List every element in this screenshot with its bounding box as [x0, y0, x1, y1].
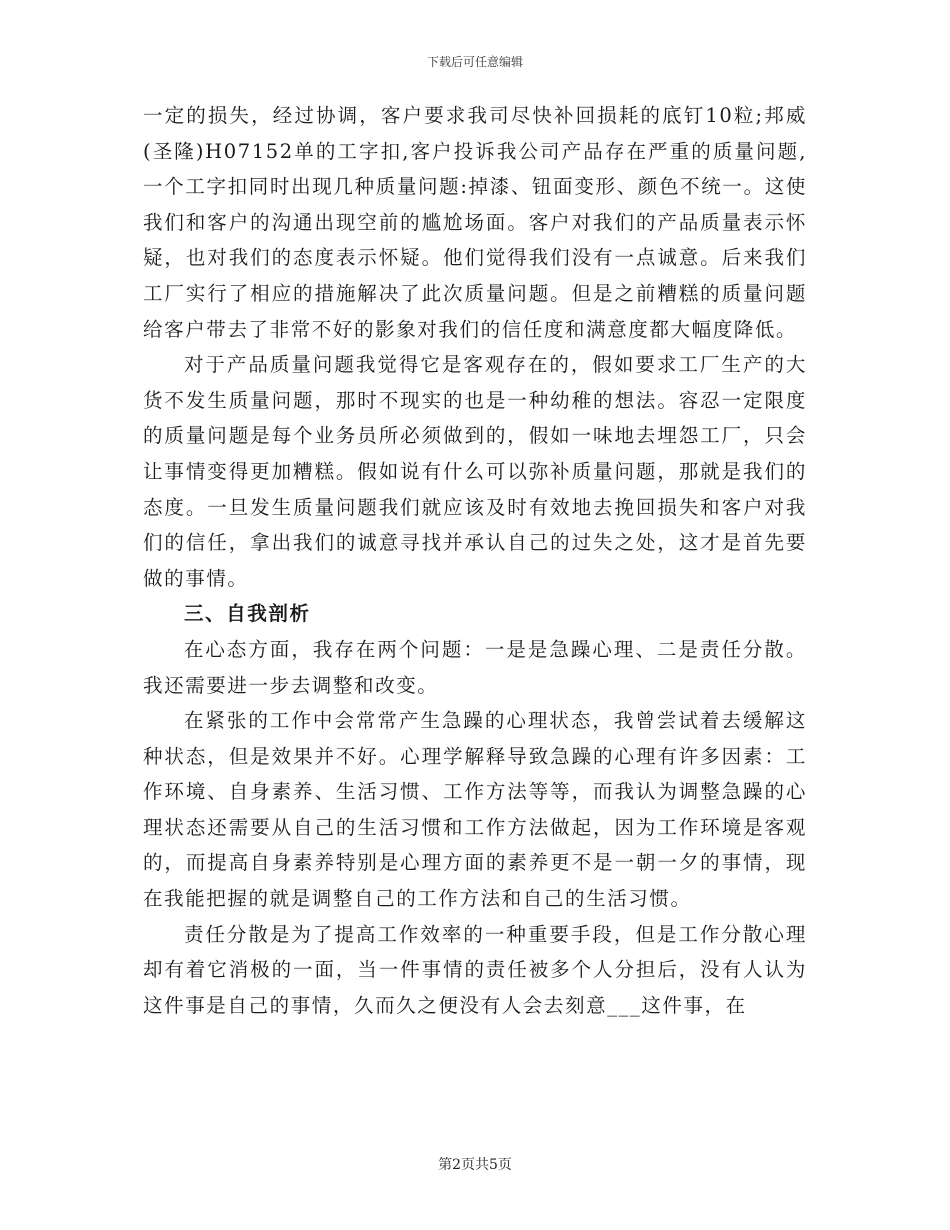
body-paragraph-5: 责任分散是为了提高工作效率的一种重要手段，但是工作分散心理却有着它消极的一面，当一件事情的责任被多个人分担后，没有人认为这件事是自己的事情，久而久之便没有人会去刻意___这件事，在: [143, 922, 807, 1017]
page-number-footer: 第2页共5页: [438, 1157, 512, 1173]
body-paragraph-4: 在紧张的工作中会常常产生急躁的心理状态，我曾尝试着去缓解这种状态，但是效果并不好。心理学解释导致急躁的心理有许多因素：工作环境、自身素养、生活习惯、工作方法等等，而我认为调整急躁的心理状态还需要从自己的生活习惯和工作方法做起，因为工作环境是客观的，而提高自身素养特别是心理方面的素养更不是一朝一夕的事情，现在我能把握的就是调整自己的工作方法和自己的生活习惯。: [143, 709, 807, 911]
section-heading: 三、自我剖析: [183, 602, 311, 626]
body-paragraph-3: 在心态方面，我存在两个问题：一是是急躁心理、二是责任分散。我还需要进一步去调整和改变。: [143, 637, 807, 697]
body-paragraph-1: 一定的损失，经过协调，客户要求我司尽快补回损耗的底钉10粒;邦威(圣隆)H07152单的工字扣,客户投诉我公司产品存在严重的质量问题,一个工字扣同时出现几种质量问题:掉漆、钮面变形、颜色不统一。这使我们和客户的沟通出现空前的尴尬场面。客户对我们的产品质量表示怀疑，也对我们的态度表示怀疑。他们觉得我们没有一点诚意。后来我们工厂实行了相应的措施解决了此次质量问题。但是之前糟糕的质量问题给客户带去了非常不好的影象对我们的信任度和满意度都大幅度降低。: [143, 104, 807, 341]
page-header: 下载后可任意编辑: [426, 55, 523, 69]
document-body: [143, 98, 807, 1023]
body-paragraph-2: 对于产品质量问题我觉得它是客观存在的，假如要求工厂生产的大货不发生质量问题，那时不现实的也是一种幼稚的想法。容忍一定限度的质量问题是每个业务员所必须做到的，假如一味地去埋怨工厂，只会让事情变得更加糟糕。假如说有什么可以弥补质量问题，那就是我们的态度。一旦发生质量问题我们就应该及时有效地去挽回损失和客户对我们的信任，拿出我们的诚意寻找并承认自己的过失之处，这才是首先要做的事情。: [143, 353, 807, 590]
